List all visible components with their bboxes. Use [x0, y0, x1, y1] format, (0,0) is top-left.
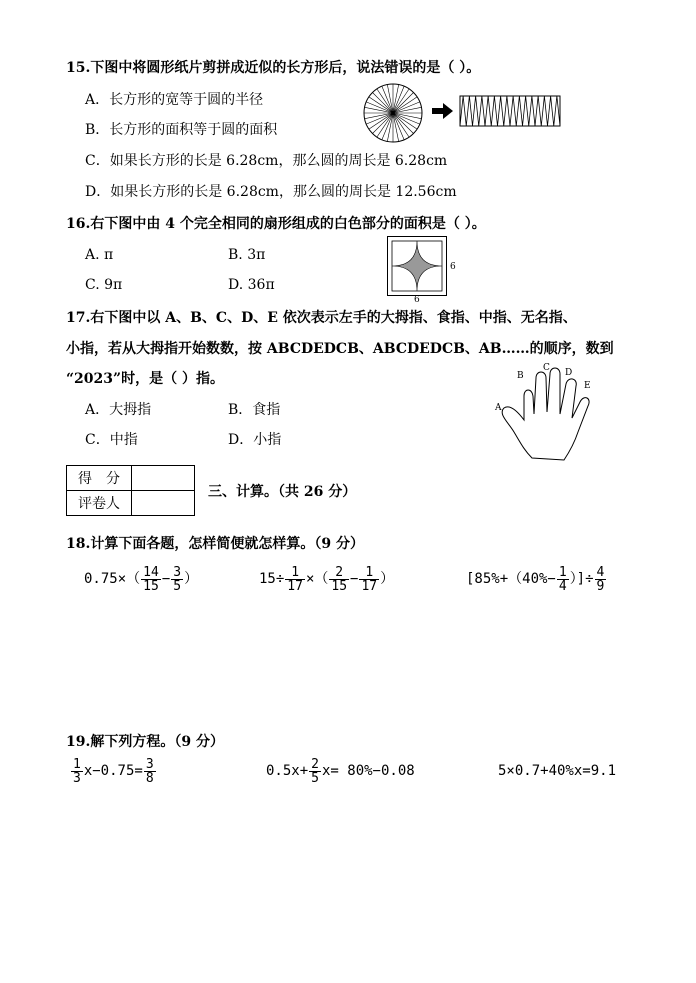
- q15-option-a: A．长方形的宽等于圆的半径: [85, 92, 264, 108]
- e1-pre: 0.75×（: [84, 571, 141, 587]
- fraction: $\frac{1}{3}$: [73, 756, 81, 786]
- q17-option-c: C．中指: [85, 432, 138, 448]
- e2-op: −: [350, 571, 359, 587]
- q17-option-b: B．食指: [228, 402, 281, 418]
- eq2-pre: 0.5x+: [266, 763, 309, 779]
- e2-pre: 15÷: [259, 571, 285, 587]
- fraction: $\frac{3}{8}$: [145, 756, 154, 786]
- q18-expression-2: [259, 564, 394, 594]
- hand-figure: [492, 362, 604, 466]
- finger-label-b: B: [517, 371, 524, 381]
- q18-expression-3: [466, 564, 607, 594]
- fraction: $\frac{14}{15}$: [143, 564, 159, 594]
- q19-equation-1: [70, 756, 157, 786]
- eq1-mid: x−0.75=: [83, 763, 143, 779]
- q16-option-d: D. 36π: [228, 277, 275, 293]
- fraction: $\frac{1}{17}$: [287, 564, 303, 594]
- q16-side-label-right: 6: [450, 262, 456, 272]
- e1-post: ）: [184, 571, 199, 587]
- q15-rectangle-figure: [459, 95, 561, 127]
- finger-label-c: C: [543, 363, 550, 373]
- q16-option-a: A. π: [85, 247, 114, 263]
- q17-option-a: A．大拇指: [85, 402, 152, 418]
- q16-square-figure: [387, 236, 447, 296]
- e2-post: ）: [380, 571, 395, 587]
- q16-option-b: B. 3π: [228, 247, 266, 263]
- q15-option-c: C．如果长方形的长是 6.28cm，那么圆的周长是 6.28cm: [85, 153, 448, 169]
- score-box: [66, 465, 195, 516]
- grader-value-cell[interactable]: [132, 491, 195, 516]
- grader-label: 评卷人: [67, 491, 132, 516]
- score-value-cell[interactable]: [132, 466, 195, 491]
- right-arrow-icon: [432, 103, 454, 119]
- e3-mid: ）]÷: [569, 571, 594, 587]
- e3-pre: [85%+（40%−: [466, 571, 556, 587]
- q17-stem-line1: 17.右下图中以 A、B、C、D、E 依次表示左手的大拇指、食指、中指、无名指、: [66, 310, 577, 326]
- q15-option-d: D．如果长方形的长是 6.28cm，那么圆的周长是 12.56cm: [85, 184, 457, 200]
- q15-circle-figure: [362, 82, 424, 144]
- section-3-title: 三、计算。（共 26 分）: [208, 484, 357, 500]
- q18-expression-1: [84, 564, 198, 594]
- q19-stem: 19.解下列方程。（9 分）: [66, 734, 224, 750]
- q16-side-label-bottom: 6: [414, 295, 420, 305]
- finger-label-e: E: [584, 381, 591, 391]
- q19-equation-2: [266, 756, 415, 786]
- fraction: $\frac{2}{5}$: [311, 756, 319, 786]
- grader-row: [67, 491, 195, 516]
- q15-option-b: B．长方形的面积等于圆的面积: [85, 122, 278, 138]
- q15-stem: 15.下图中将圆形纸片剪拼成近似的长方形后，说法错误的是（ ）。: [66, 60, 481, 76]
- fraction: $\frac{1}{17}$: [361, 564, 378, 594]
- fraction: $\frac{2}{15}$: [331, 564, 348, 594]
- e2-mid: ×（: [305, 571, 329, 587]
- e1-mid: −: [161, 571, 171, 587]
- q19-equation-3: 5×0.7+40%x=9.1: [498, 763, 617, 779]
- score-row: [67, 466, 195, 491]
- eq2-post: x= 80%−0.08: [321, 763, 415, 779]
- q17-stem-line3: “2023”时，是（ ）指。: [66, 371, 224, 387]
- finger-label-d: D: [565, 368, 573, 378]
- q18-stem: 18.计算下面各题，怎样简便就怎样算。（9 分）: [66, 536, 364, 552]
- finger-label-a: A: [495, 403, 502, 413]
- score-label: 得 分: [67, 466, 132, 491]
- q16-option-c: C. 9π: [85, 277, 123, 293]
- fraction: $\frac{3}{5}$: [173, 564, 182, 594]
- q16-stem: 16.右下图中由 4 个完全相同的扇形组成的白色部分的面积是（ ）。: [66, 216, 486, 232]
- fraction: $\frac{4}{9}$: [596, 564, 605, 594]
- q17-option-d: D．小指: [228, 432, 282, 448]
- fraction: $\frac{1}{4}$: [558, 564, 567, 594]
- q17-stem-line2: 小指，若从大拇指开始数数，按 ABCDEDCB、ABCDEDCB、AB……的顺序，数到: [66, 341, 614, 357]
